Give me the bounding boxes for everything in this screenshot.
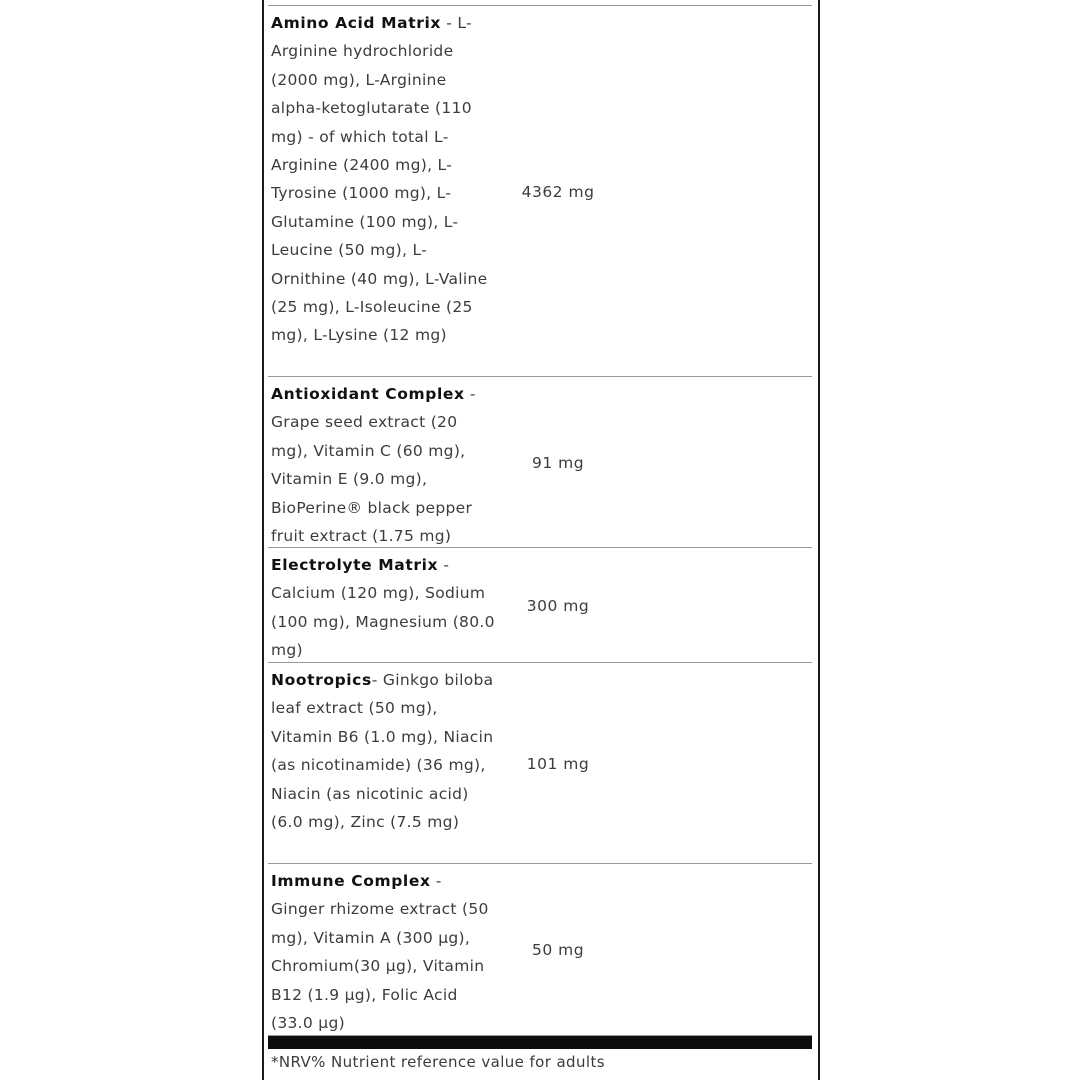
table-row-antioxidant-complex	[268, 377, 812, 548]
ingredient-detail: - Grape seed extract (20 mg), Vitamin C (60 mg), Vitamin E (9.0 mg), BioPerine® black pepper fruit extract (1.75 mg)	[271, 385, 476, 546]
table-row-nootropics	[268, 663, 812, 864]
ingredient-name: Electrolyte Matrix	[271, 556, 439, 574]
ingredient-detail: - Calcium (120 mg), Sodium (100 mg), Magnesium (80.0 mg)	[271, 556, 495, 660]
table-footer-bar	[268, 1036, 812, 1049]
ingredient-name: Amino Acid Matrix	[271, 14, 441, 32]
amount-cell: 4362 mg	[521, 183, 595, 201]
ingredient-cell	[271, 666, 499, 836]
table-row-electrolyte-matrix	[268, 548, 812, 663]
ingredient-cell	[271, 380, 499, 550]
ingredient-detail: - L-Arginine hydrochloride (2000 mg), L-Arginine alpha-ketoglutarate (110 mg) - of which total L-Arginine (2400 mg), L-Tyrosine (1000 mg), L-Glutamine (100 mg), L-Leucine (50 mg), L-Ornithine (40 mg), L-Valine (25 mg), L-Isoleucine (25 mg), L-Lysine (12 mg)	[271, 14, 488, 345]
ingredient-name: Nootropics	[271, 671, 372, 689]
ingredient-cell	[271, 9, 499, 350]
ingredient-detail: - Ginger rhizome extract (50 mg), Vitamin A (300 µg), Chromium(30 µg), Vitamin B12 (1.9 µg), Folic Acid (33.0 µg)	[271, 872, 489, 1033]
table-row-amino-acid-matrix	[268, 6, 812, 377]
ingredient-detail: - Ginkgo biloba leaf extract (50 mg), Vitamin B6 (1.0 mg), Niacin (as nicotinamide) (36 mg), Niacin (as nicotinic acid) (6.0 mg), Zinc (7.5 mg)	[271, 671, 494, 832]
ingredient-name: Antioxidant Complex	[271, 385, 465, 403]
table-row-immune-complex	[268, 864, 812, 1036]
ingredient-name: Immune Complex	[271, 872, 431, 890]
amount-cell: 50 mg	[531, 941, 585, 959]
amount-cell: 91 mg	[531, 454, 585, 472]
nrv-footnote: *NRV% Nutrient reference value for adults	[271, 1053, 605, 1071]
ingredient-cell	[271, 867, 499, 1037]
ingredient-cell	[271, 551, 499, 665]
amount-cell: 101 mg	[526, 755, 590, 773]
amount-cell: 300 mg	[526, 597, 590, 615]
